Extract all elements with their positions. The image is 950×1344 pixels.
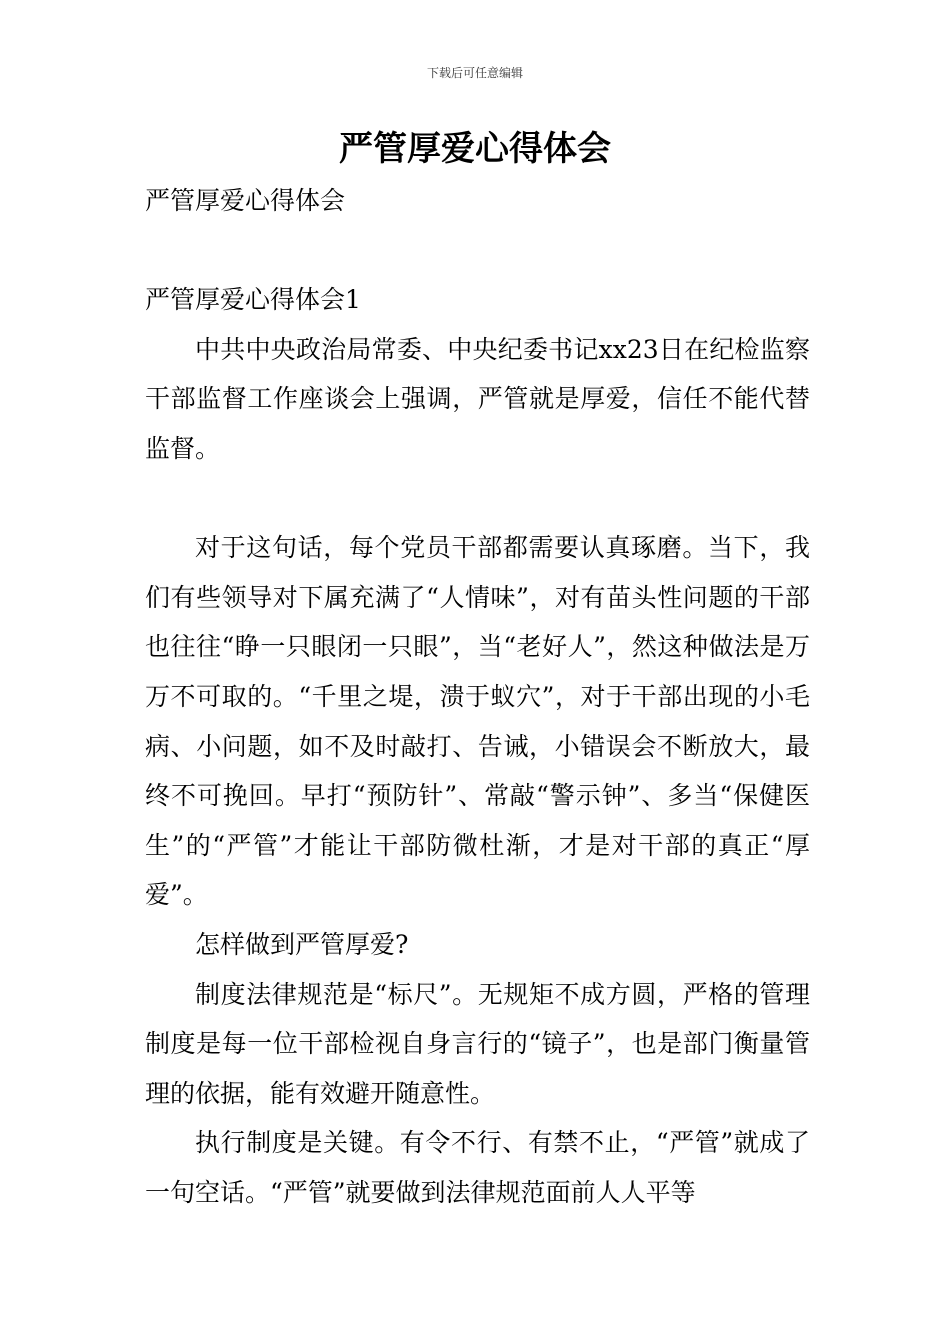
body-paragraph: 对于这句话，每个党员干部都需要认真琢磨。当下，我们有些领导对下属充满了“人情味”，对有苗头性问题的干部也往往“睁一只眼闭一只眼”，当“老好人”，然这种做法是万万不可取的。“千里之堤，溃于蚁穴”，对于干部出现的小毛病、小问题，如不及时敲打、告诫，小错误会不断放大，最终不可挽回。早打“预防针”、常敲“警示钟”、多当“保健医生”的“严管”才能让干部防微杜渐，才是对干部的真正“厚爱”。: [145, 533, 810, 910]
document-body: [145, 176, 810, 1217]
body-paragraph: 制度法律规范是“标尺”。无规矩不成方圆，严格的管理制度是每一位干部检视自身言行的“镜子”，也是部门衡量管理的依据，能有效避开随意性。: [145, 979, 810, 1108]
document-title: 严管厚爱心得体会: [339, 129, 611, 169]
body-paragraph: 执行制度是关键。有令不行、有禁不止，“严管”就成了一句空话。“严管”就要做到法律规范面前人人平等: [145, 1128, 810, 1207]
body-paragraph: 怎样做到严管厚爱?: [195, 929, 409, 959]
header-note: 下载后可任意编辑: [426, 66, 523, 80]
section-heading: 严管厚爱心得体会1: [145, 285, 361, 315]
subtitle-paragraph: 严管厚爱心得体会: [145, 186, 346, 215]
body-paragraph: 中共中央政治局常委、中央纪委书记xx23日在纪检监察干部监督工作座谈会上强调，严管就是厚爱，信任不能代替监督。: [145, 334, 810, 463]
blank-line: [145, 474, 810, 524]
blank-line: [145, 226, 810, 276]
